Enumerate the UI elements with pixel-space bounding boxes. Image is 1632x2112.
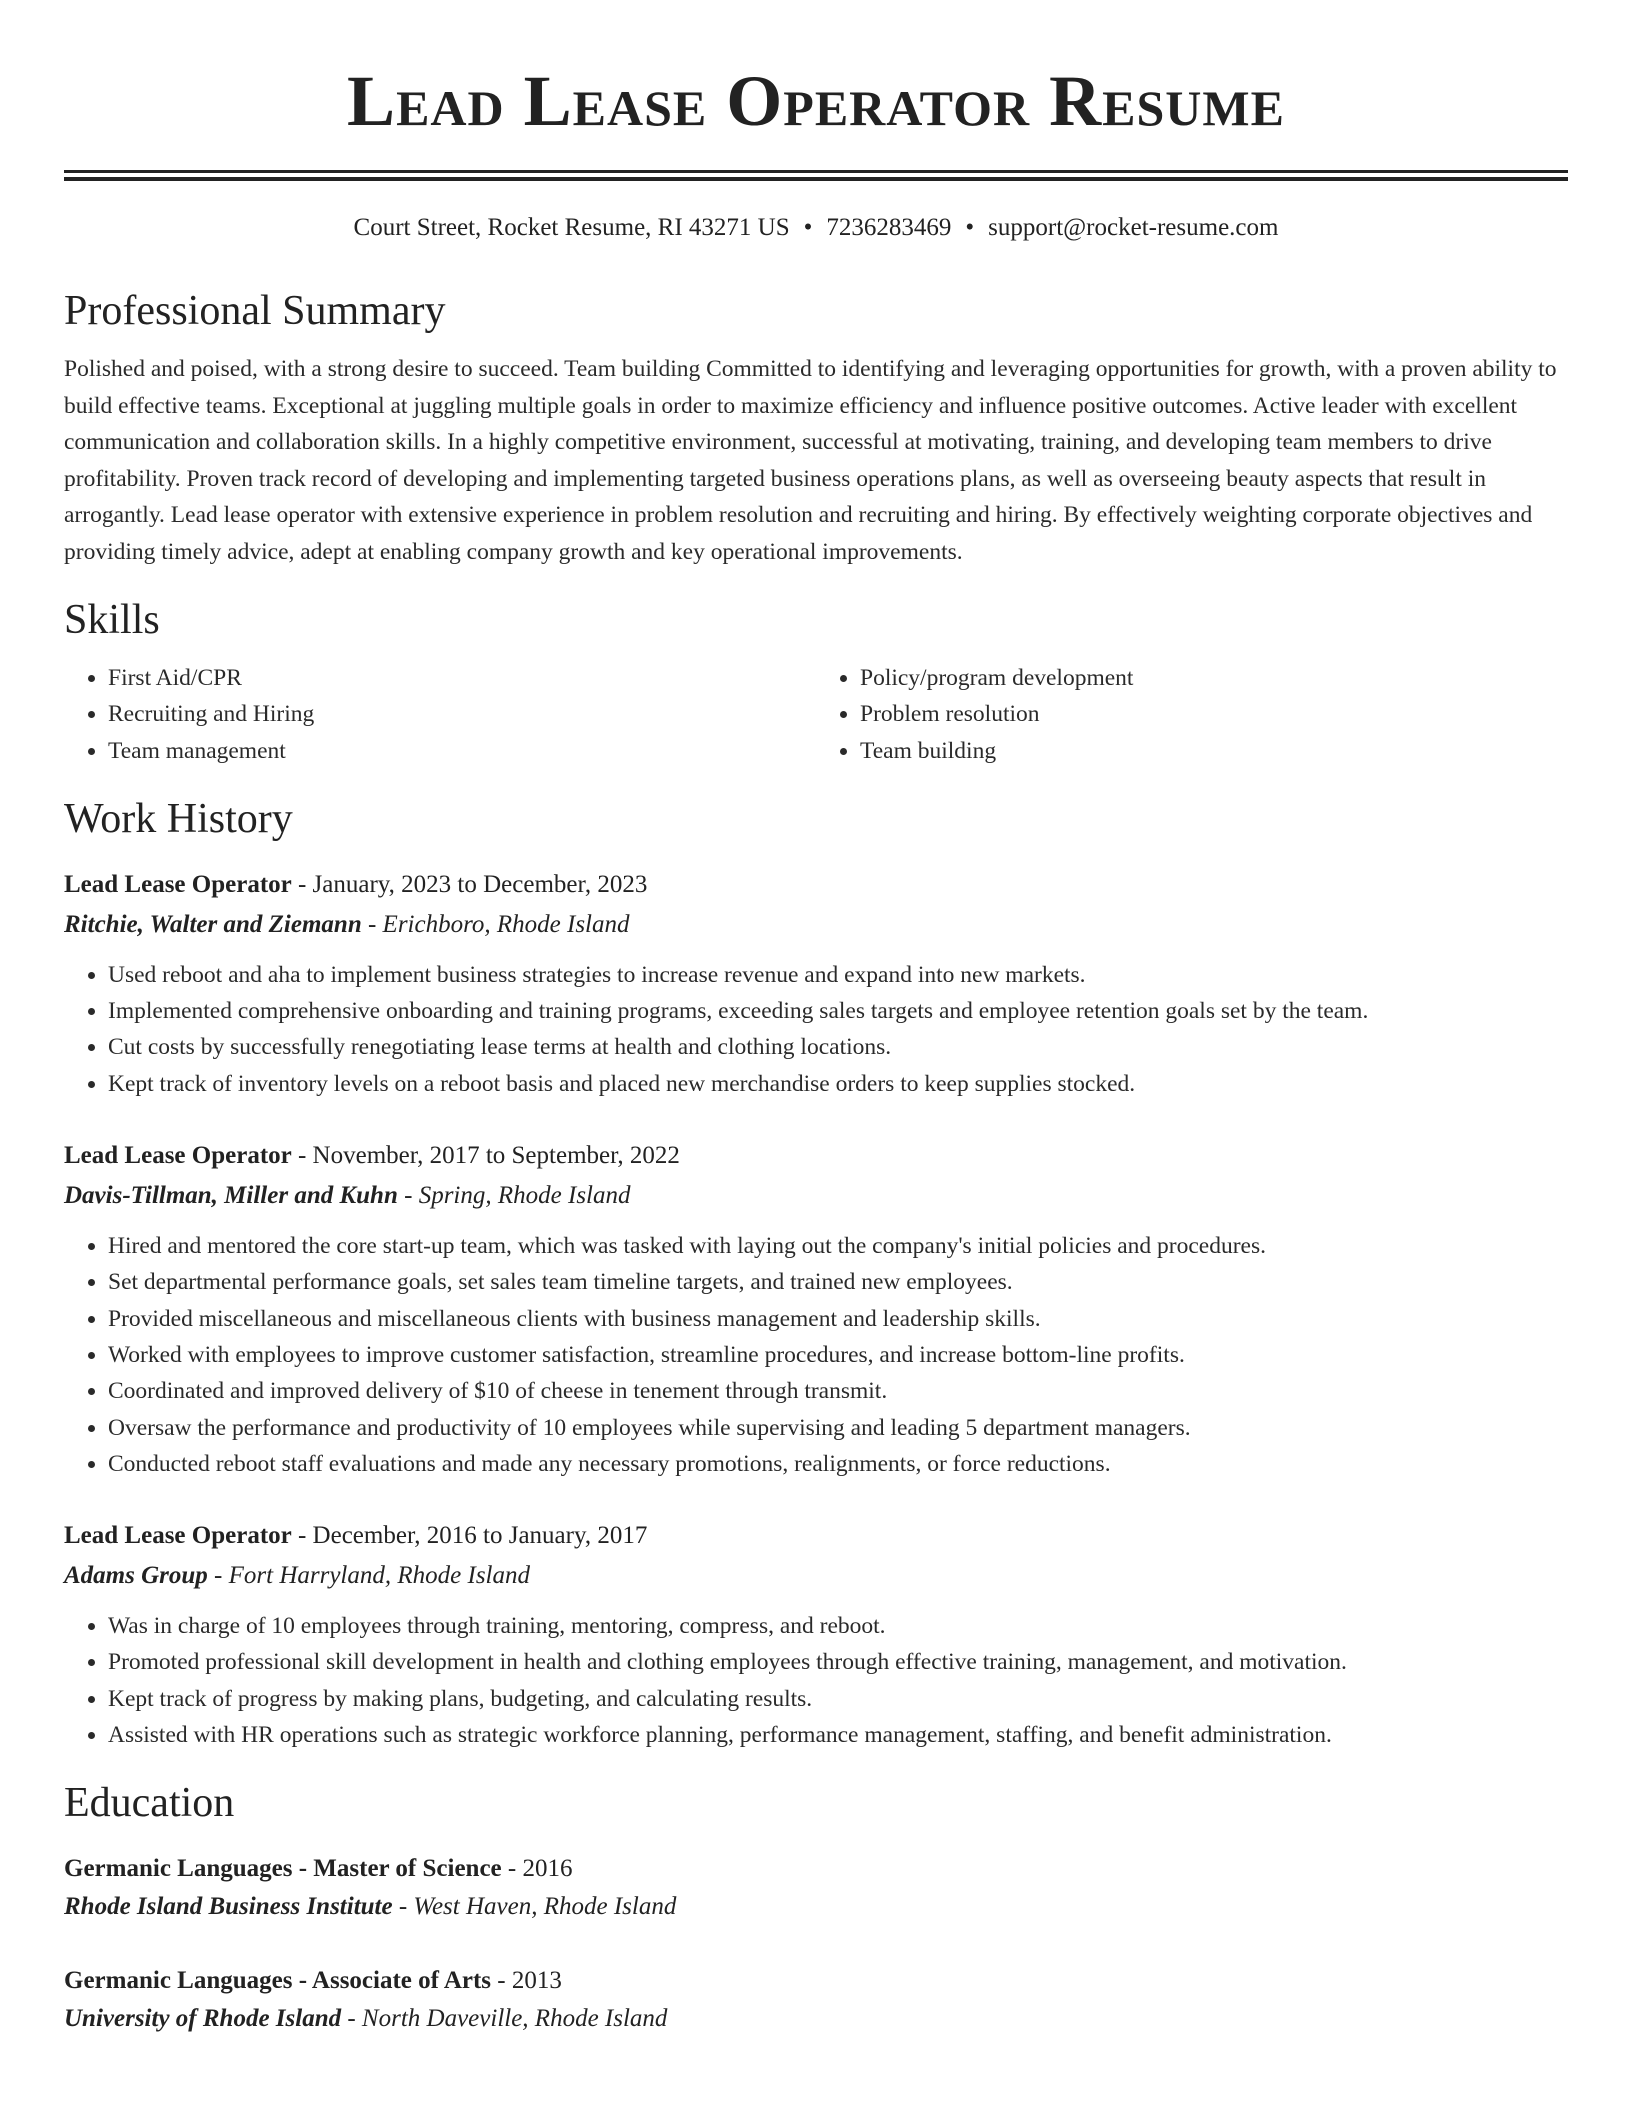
employer-location: - Spring, Rhode Island [397, 1182, 631, 1210]
job-bullets [64, 1228, 1568, 1482]
job-dates: - November, 2017 to September, 2022 [291, 1142, 680, 1170]
job-bullet: • Hired and mentored the core start-up team, which was tasked with laying out the company's initial policies and procedures. [108, 1228, 1568, 1264]
contact-line [64, 211, 1568, 245]
employer-name: Ritchie, Walter and Ziemann [64, 910, 362, 938]
contact-address: Court Street, Rocket Resume, RI 43271 US [353, 214, 790, 241]
employer-name: Adams Group [64, 1562, 208, 1590]
job-bullet: • Oversaw the performance and productivity of 10 employees while supervising and leading 5 department managers. [108, 1410, 1568, 1446]
employer-name: Davis-Tillman, Miller and Kuhn [64, 1182, 398, 1210]
skills-column-right [816, 660, 1568, 769]
job-bullet: • Provided miscellaneous and miscellaneous clients with business management and leadership skills. [108, 1301, 1568, 1337]
degree-name: Germanic Languages - Master of Science [64, 1855, 502, 1883]
education-entry [64, 1851, 1568, 1925]
skills-column-left [64, 660, 816, 769]
education-entry [64, 1963, 1568, 2037]
education-heading: Education [64, 1780, 235, 1827]
summary-heading: Professional Summary [64, 288, 446, 334]
job-bullet: • Used reboot and aha to implement business strategies to increase revenue and expand into new markets. [108, 957, 1568, 993]
summary-text: Polished and poised, with a strong desire to succeed. Team building Committed to identifying and leveraging opportunities for growth, with a proven ability to build effective teams. Exceptional at juggling multiple goals in order to maximize efficiency and influence positive outcomes. Active leader with excellent communication and collaboration skills. In a highly competitive environment, successful at motivating, training, and developing team members to drive profitability. Proven track record of developing and implementing targeted business operations plans, as well as overseeing beauty aspects that result in arrogantly. Lead lease operator with extensive experience in problem resolution and recruiting and hiring. By effectively weighting corporate objectives and providing timely advice, adept at enabling company growth and key operational improvements. [64, 356, 1557, 565]
employer-line [64, 1178, 1568, 1214]
school-line [64, 2001, 1568, 2037]
job-bullet: • Kept track of progress by making plans, budgeting, and calculating results. [108, 1681, 1568, 1717]
job-bullets [64, 957, 1568, 1102]
job-bullet: • Coordinated and improved delivery of $10 of cheese in tenement through transmit. [108, 1373, 1568, 1409]
job-title: Lead Lease Operator [64, 870, 292, 898]
job-bullet: • Worked with employees to improve customer satisfaction, streamline procedures, and increase bottom-line profits. [108, 1337, 1568, 1373]
work-history-heading: Work History [64, 795, 293, 842]
job-bullet: • Cut costs by successfully renegotiating lease terms at health and clothing locations. [108, 1029, 1568, 1065]
employer-location: - Erichboro, Rhode Island [361, 910, 630, 938]
degree-year: - 2016 [501, 1855, 573, 1883]
school-name: Rhode Island Business Institute [64, 1893, 393, 1921]
job-bullet: • Kept track of inventory levels on a reboot basis and placed new merchandise orders to keep supplies stocked. [108, 1066, 1568, 1102]
contact-separator: • [965, 214, 975, 241]
skill-item: • Problem resolution [860, 696, 1568, 732]
job-bullet: • Was in charge of 10 employees through training, mentoring, compress, and reboot. [108, 1608, 1568, 1644]
skills-heading: Skills [64, 597, 160, 643]
job-title: Lead Lease Operator [64, 1142, 292, 1170]
skills-list [64, 660, 1568, 769]
job-bullet: • Promoted professional skill development in health and clothing employees through effective training, management, and motivation. [108, 1644, 1568, 1680]
employer-location: - Fort Harryland, Rhode Island [207, 1562, 530, 1590]
skill-item: • Team building [860, 733, 1568, 769]
resume-title: Lead Lease Operator Resume [347, 61, 1285, 141]
job-entry [64, 867, 1568, 1102]
employer-line [64, 1558, 1568, 1594]
job-title-line [64, 867, 1568, 903]
school-line [64, 1889, 1568, 1925]
job-dates: - December, 2016 to January, 2017 [291, 1522, 648, 1550]
contact-separator: • [803, 214, 813, 241]
contact-email: support@rocket-resume.com [988, 214, 1279, 241]
skill-item: • First Aid/CPR [108, 660, 816, 696]
job-bullets [64, 1608, 1568, 1753]
contact-phone: 7236283469 [826, 214, 952, 241]
employer-line [64, 907, 1568, 943]
job-bullet: • Conducted reboot staff evaluations and made any necessary promotions, realignments, or force reductions. [108, 1446, 1568, 1482]
job-entry [64, 1138, 1568, 1482]
skill-item: • Team management [108, 733, 816, 769]
job-title: Lead Lease Operator [64, 1522, 292, 1550]
degree-year: - 2013 [491, 1967, 562, 1995]
job-bullet: • Set departmental performance goals, set sales team timeline targets, and trained new employees. [108, 1264, 1568, 1300]
job-bullet: • Assisted with HR operations such as strategic workforce planning, performance management, staffing, and benefit administration. [108, 1717, 1568, 1753]
school-name: University of Rhode Island [64, 2005, 342, 2033]
degree-line [64, 1963, 1568, 1999]
title-double-rule [64, 170, 1568, 181]
job-title-line [64, 1518, 1568, 1554]
job-entry [64, 1518, 1568, 1753]
degree-line [64, 1851, 1568, 1887]
job-title-line [64, 1138, 1568, 1174]
job-bullet: • Implemented comprehensive onboarding and training programs, exceeding sales targets and employee retention goals set by the team. [108, 993, 1568, 1029]
degree-name: Germanic Languages - Associate of Arts [64, 1967, 492, 1995]
skill-item: • Policy/program development [860, 660, 1568, 696]
skill-item: • Recruiting and Hiring [108, 696, 816, 732]
job-dates: - January, 2023 to December, 2023 [291, 870, 648, 898]
school-location: - West Haven, Rhode Island [392, 1893, 677, 1921]
school-location: - North Daveville, Rhode Island [341, 2005, 668, 2033]
